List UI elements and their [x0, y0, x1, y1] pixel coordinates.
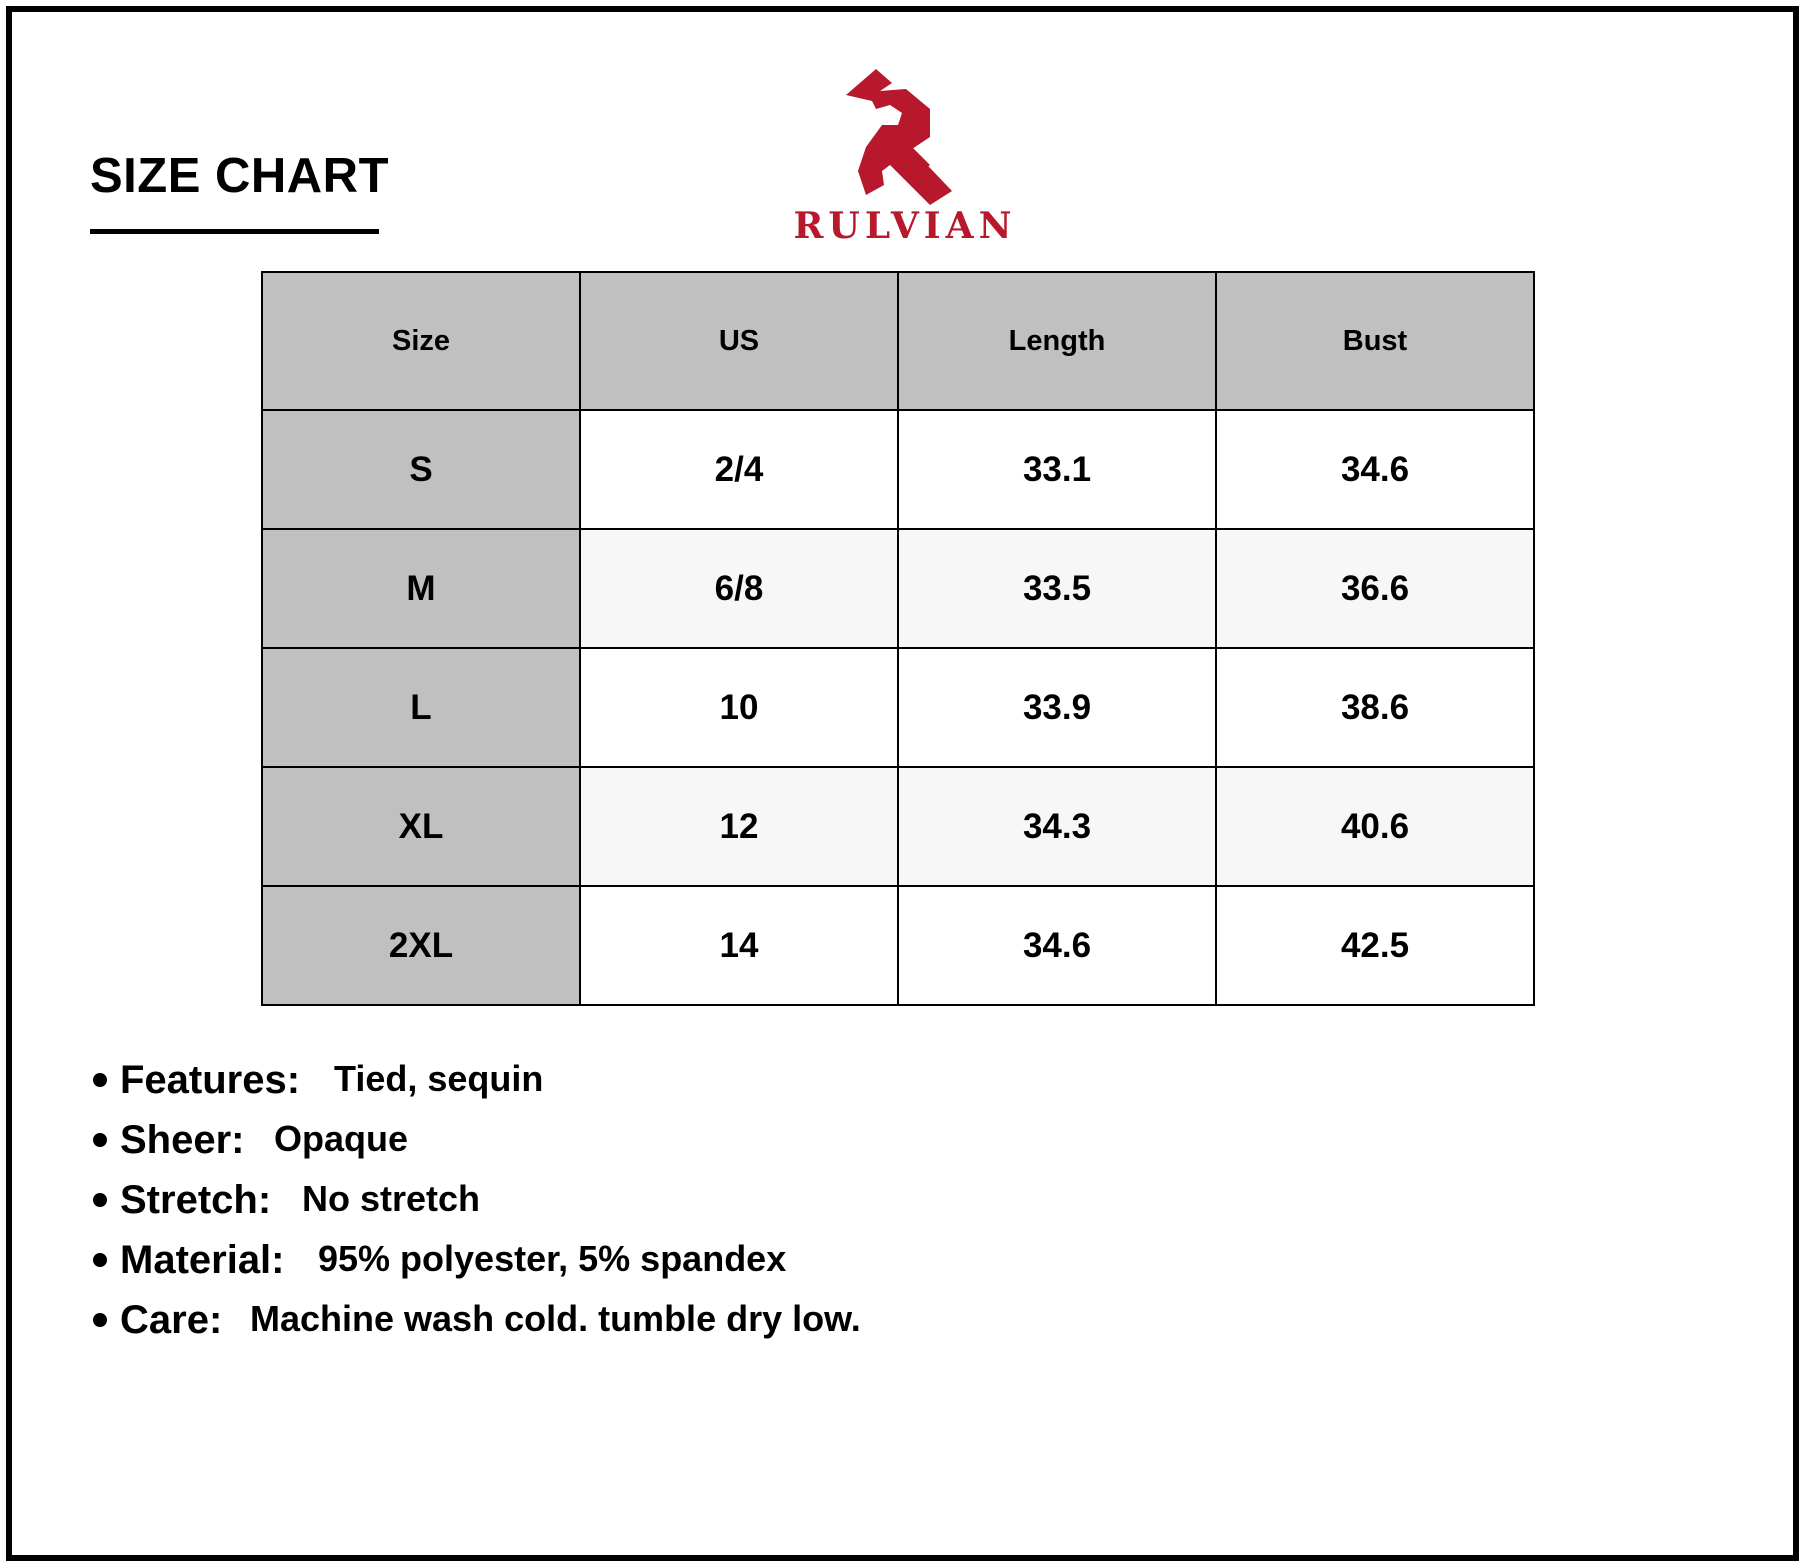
length-cell: 33.9 [898, 648, 1216, 767]
bust-cell: 42.5 [1216, 886, 1534, 1005]
bullet-icon [93, 1253, 107, 1267]
feature-label: Stretch: [120, 1178, 272, 1222]
feature-label: Sheer: [120, 1118, 245, 1162]
bust-cell: 40.6 [1216, 767, 1534, 886]
feature-value: 95% polyester, 5% spandex [318, 1238, 787, 1279]
bust-cell: 34.6 [1216, 410, 1534, 529]
column-header-length: Length [898, 272, 1216, 410]
table-row [262, 886, 1534, 1005]
page-title: SIZE CHART [90, 149, 389, 203]
us-cell: 14 [580, 886, 898, 1005]
size-cell: 2XL [262, 886, 580, 1005]
bullet-icon [93, 1073, 107, 1087]
brand-wordmark: RULVIAN [793, 205, 1017, 247]
length-cell: 34.3 [898, 767, 1216, 886]
table-row [262, 529, 1534, 648]
bullet-icon [93, 1193, 107, 1207]
feature-label: Material: [120, 1238, 285, 1282]
column-header-size: Size [262, 272, 580, 410]
us-cell: 10 [580, 648, 898, 767]
us-cell: 6/8 [580, 529, 898, 648]
bullet-icon [93, 1313, 107, 1327]
table-row [262, 410, 1534, 529]
feature-value: No stretch [302, 1178, 481, 1219]
size-cell: S [262, 410, 580, 529]
column-header-bust: Bust [1216, 272, 1534, 410]
size-cell: L [262, 648, 580, 767]
length-cell: 33.1 [898, 410, 1216, 529]
feature-value: Opaque [274, 1118, 409, 1159]
feature-label: Features: [120, 1058, 301, 1102]
brand-logo [780, 65, 1030, 245]
size-cell: XL [262, 767, 580, 886]
size-cell: M [262, 529, 580, 648]
title-underline [90, 229, 379, 234]
table-header-row [262, 272, 1534, 410]
feature-value: Machine wash cold. tumble dry low. [250, 1298, 861, 1339]
logo-r-mark-icon [780, 65, 1030, 205]
us-cell: 2/4 [580, 410, 898, 529]
feature-label: Care: [120, 1298, 223, 1342]
us-cell: 12 [580, 767, 898, 886]
column-header-us: US [580, 272, 898, 410]
bust-cell: 38.6 [1216, 648, 1534, 767]
bullet-icon [93, 1133, 107, 1147]
feature-value: Tied, sequin [334, 1058, 544, 1099]
size-table [261, 271, 1535, 1006]
table-row [262, 648, 1534, 767]
length-cell: 34.6 [898, 886, 1216, 1005]
length-cell: 33.5 [898, 529, 1216, 648]
table-row [262, 767, 1534, 886]
bust-cell: 36.6 [1216, 529, 1534, 648]
